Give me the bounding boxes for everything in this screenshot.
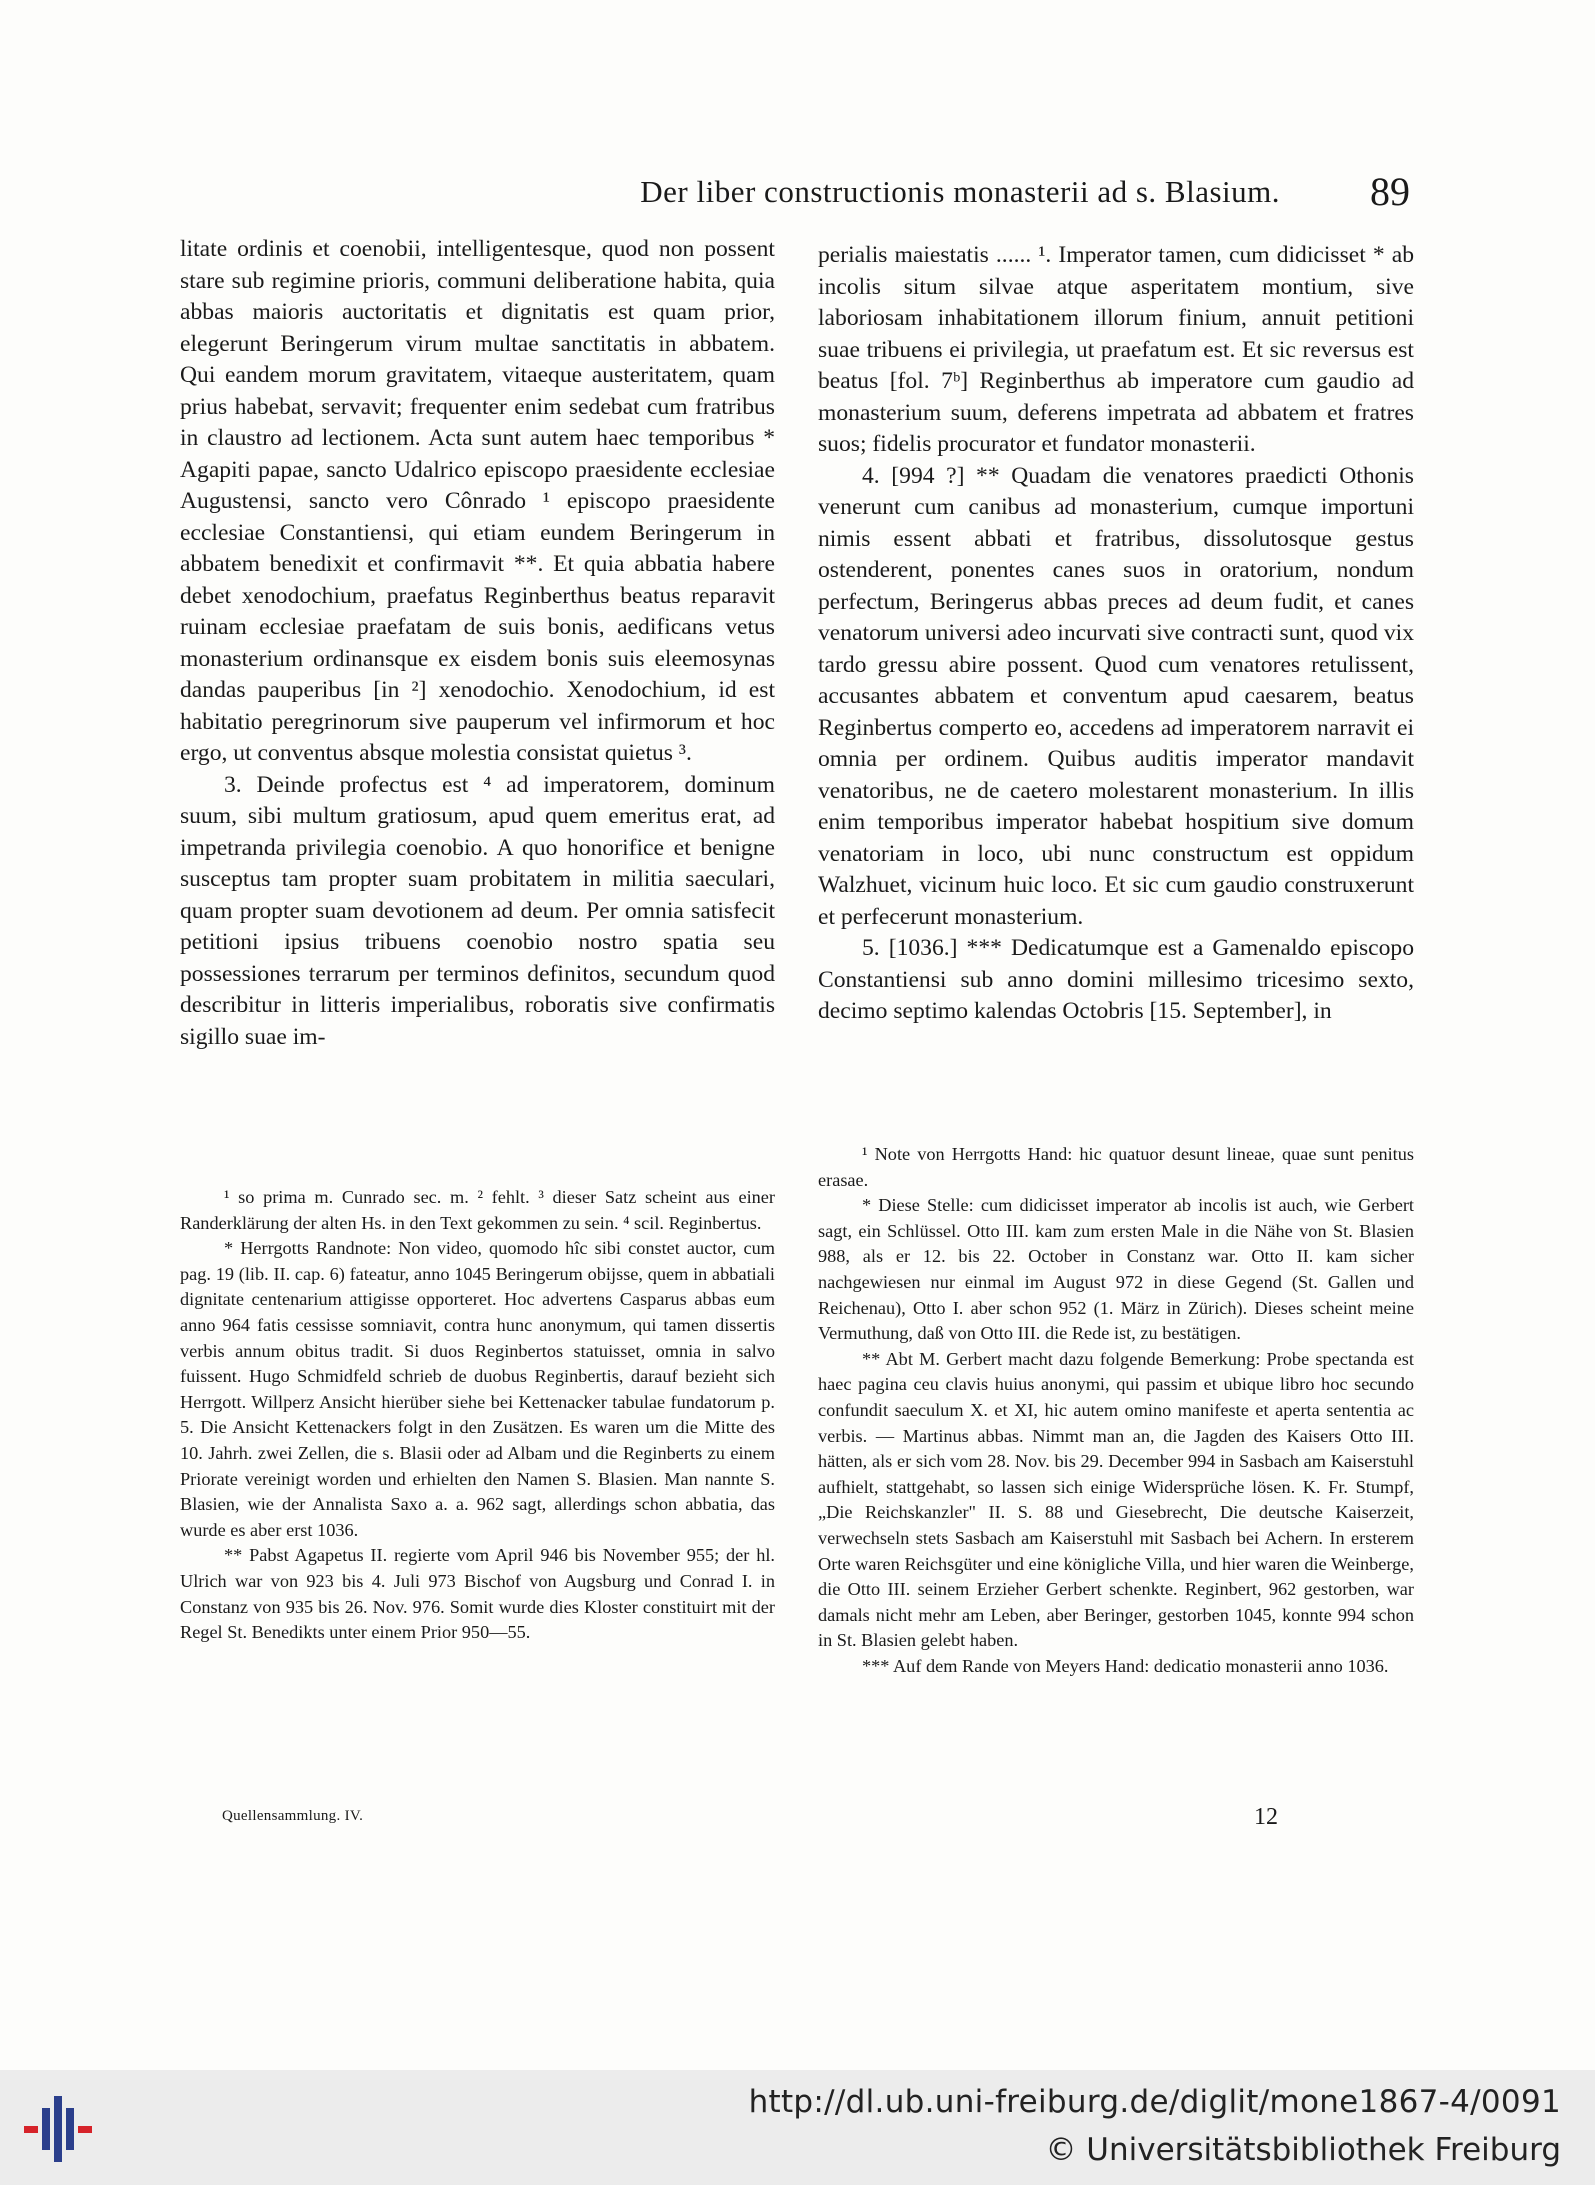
left-footnotes [180,1185,775,1646]
right-footnote-4: *** Auf dem Rande von Meyers Hand: dedicatio monasterii anno 1036. [862,1655,1389,1676]
left-column [180,234,775,1053]
left-footnote-3: ** Pabst Agapetus II. regierte vom April 946 bis November 955; der hl. Ulrich war von 923 bis 4. Juli 973 Bischof von Augsburg und Conrad I. in Constanz von 935 bis 26. Nov. 976. Somit wurde dies Kloster constituirt mit der Regel St. Benedikts unter einem Prior 950—55. [180,1545,775,1643]
permalink-url[interactable]: http://dl.ub.uni-freiburg.de/diglit/mone1867-4/0091 [748,2084,1561,2120]
left-footnote-1: ¹ so prima m. Cunrado sec. m. ² fehlt. ³ dieser Satz scheint aus einer Randerklärung der alten Hs. in den Text gekommen zu sein. ⁴ scil. Reginbertus. [180,1187,775,1233]
right-paragraph-2: 4. [994 ?] ** Quadam die venatores praedicti Othonis venerunt cum canibus ad monasterium, cumque importuni nimis essent abbati et fratribus, dissolutosque gestus ostenderent, ponentes canes suos in oratorium, nondum perfectum, Beringerus abbas preces ad deum fudit, et canes venatorum universi adeo incurvati sive contracti sunt, quod vix tardo gressu abire possent. Quod cum venatores retulissent, accusantes abbatem et conventum apud caesarem, beatus Reginbertus comperto eo, accedens ad imperatorem narravit ei omnia per ordinem. Quibus auditis imperator mandavit venatoribus, ne de caetero molestarent monasterium. In illis enim temporibus imperator habebat hospitium sive domum venatoriam in loco, ubi nunc constructum est oppidum Walzhuet, vicinum huic loco. Et sic cum gaudio construxerunt et perfecerunt monasterium. [818,462,1414,930]
signature-mark: Quellensammlung. IV. [222,1808,364,1824]
right-footnote-2: * Diese Stelle: cum didicisset imperator ab incolis ist auch, wie Gerbert sagt, ein Schlüssel. Otto III. kam zum ersten Male in die Nähe von St. Blasien 988, als er 12. bis 22. October in Constanz war. Otto II. kam sicher nachgewiesen nur einmal im August 972 in diese Gegend (St. Gallen und Reichenau), Otto I. aber schon 952 (1. März in Zürich). Dieses scheint meine Vermuthung, daß von Otto III. die Rede ist, zu bestätigen. [818,1195,1414,1344]
right-column [818,240,1414,1028]
ub-freiburg-logo-icon [18,2094,98,2164]
left-footnote-2: * Herrgotts Randnote: Non video, quomodo hîc sibi constet auctor, cum pag. 19 (lib. II. cap. 6) fateatur, anno 1045 Beringerum obijsse, quem in abbatiali dignitate centenarium attigisse opporteret. Hoc advertens Casparus abbas eum anno 964 fatis cessisse somniavit, contra hunc anonymum, qui tamen dissertis verbis annum obitus tradit. Si duos Reginbertos statuisset, omnia in salvo fuissent. Hugo Schmidfeld schrieb de duobus Reginbertis, darauf bezieht sich Herrgott. Willperz Ansicht hierüber siehe bei Kettenacker tabulae fundatorum p. 5. Die Ansicht Kettenackers folgt in den Zusätzen. Es waren um die Mitte des 10. Jahrh. zwei Zellen, die s. Blasii oder ad Albam und die Reginberts zu einem Priorate vereinigt worden und erhielten den Namen S. Blasien. Man nannte S. Blasien, wie der Annalista Saxo a. a. 962 sagt, allerdings schon abbatia, das wurde es aber erst 1036. [180,1238,775,1540]
running-head [180,168,1410,228]
right-footnote-3: ** Abt M. Gerbert macht dazu folgende Bemerkung: Probe spectanda est haec pagina ceu clavis huius anonymi, qui passim et ubique libro hoc secundo confundit saeculum X. et XI, hic autem omino manifeste et aperta sententia ac verbis. — Martinus abbas. Nimmt man an, die Jagden des Kaisers Otto III. hätten, als er sich vom 28. Nov. bis 29. December 994 in Sasbach am Kaiserstuhl aufhielt, stattgehabt, so lassen sich einige Widersprüche lösen. K. Fr. Stumpf, „Die Reichskanzler" II. S. 88 und Giesebrecht, Die deutsche Kaiserzeit, verwechseln stets Sasbach am Kaiserstuhl mit Sasbach bei Achern. In ersterem Orte waren Reichsgüter und eine königliche Villa, und hier waren die Weinberge, die Otto III. seinem Erzieher Gerbert schenkte. Reginbert, 962 gestorben, war damals nicht mehr am Leben, aber Beringer, gestorben 1045, konnte 994 schon in St. Blasien gelebt haben. [818,1348,1414,1651]
right-paragraph-1: perialis maiestatis ...... ¹. Imperator tamen, cum didicisset * ab incolis situm silvae atque asperitatem montium, sive laboriosam inhabitationem illorum finium, annuit petitioni suae tribuens ei privilegia, ut praefatum est. Et sic reversus est beatus [fol. 7ᵇ] Reginberthus ab imperatore cum gaudio ad monasterium suum, deferens impetrata ad abbatem et fratres suos; fidelis procurator et fundator monasterii. [818,242,1414,457]
library-footer [0,2070,1595,2185]
copyright-notice: © Universitätsbibliothek Freiburg [1045,2132,1561,2168]
left-paragraph-1: litate ordinis et coenobii, intelligentesque, quod non possent stare sub regimine prioris, communi deliberatione habita, quia abbas maioris auctoritatis et dignitatis est quam prior, elegerunt Beringerum virum multae sanctitatis in abbatem. Qui eandem morum gravitatem, vitaeque austeritatem, quam prius habebat, servavit; frequenter enim sedebat cum fratribus in claustro ad lectionem. Acta sunt autem haec temporibus * Agapiti papae, sancto Udalrico episcopo praesidente ecclesiae Augustensi, sancto vero Cônrado ¹ episcopo praesidente ecclesiae Constantiensi, qui etiam eundem Beringerum in abbatem benedixit et confirmavit **. Et quia abbatia habere debet xenodochium, praefatus Reginberthus beatus reparavit ruinam ecclesiae praefatam de suis bonis, aedificans vetus monasterium ordinansque ex eisdem bonis suis eleemosynas dandas pauperibus [in ²] xenodochio. Xenodochium, id est habitatio peregrinorum sive pauperum vel infirmorum et hoc ergo, ut conventus absque molestia consistat quietus ³. [180,236,775,766]
left-paragraph-2: 3. Deinde profectus est ⁴ ad imperatorem, dominum suum, sibi multum gratiosum, apud quem emeritus erat, ad impetranda privilegia coenobio. A quo honorifice et benigne susceptus tam propter suam probitatem in militia saeculari, quam propter suam devotionem ad deum. Per omnia satisfecit petitioni ipsius tribuens coenobio nostro spatia seu possessiones terrarum per terminos definitos, secundum quod describitur in litteris imperialibus, roboratis sive confirmatis sigillo suae im- [180,771,775,1050]
page-number: 89 [1370,169,1410,214]
right-footnote-1: ¹ Note von Herrgotts Hand: hic quatuor desunt lineae, quae sunt penitus erasae. [818,1144,1414,1190]
running-head-title: Der liber constructionis monasterii ad s. Blasium. [640,174,1280,209]
sheet-number: 12 [1254,1804,1278,1830]
right-paragraph-3: 5. [1036.] *** Dedicatumque est a Gamenaldo episcopo Constantiensi sub anno domini millesimo tricesimo sexto, decimo septimo kalendas Octobris [15. September], in [818,935,1414,1024]
right-footnotes [818,1142,1414,1679]
